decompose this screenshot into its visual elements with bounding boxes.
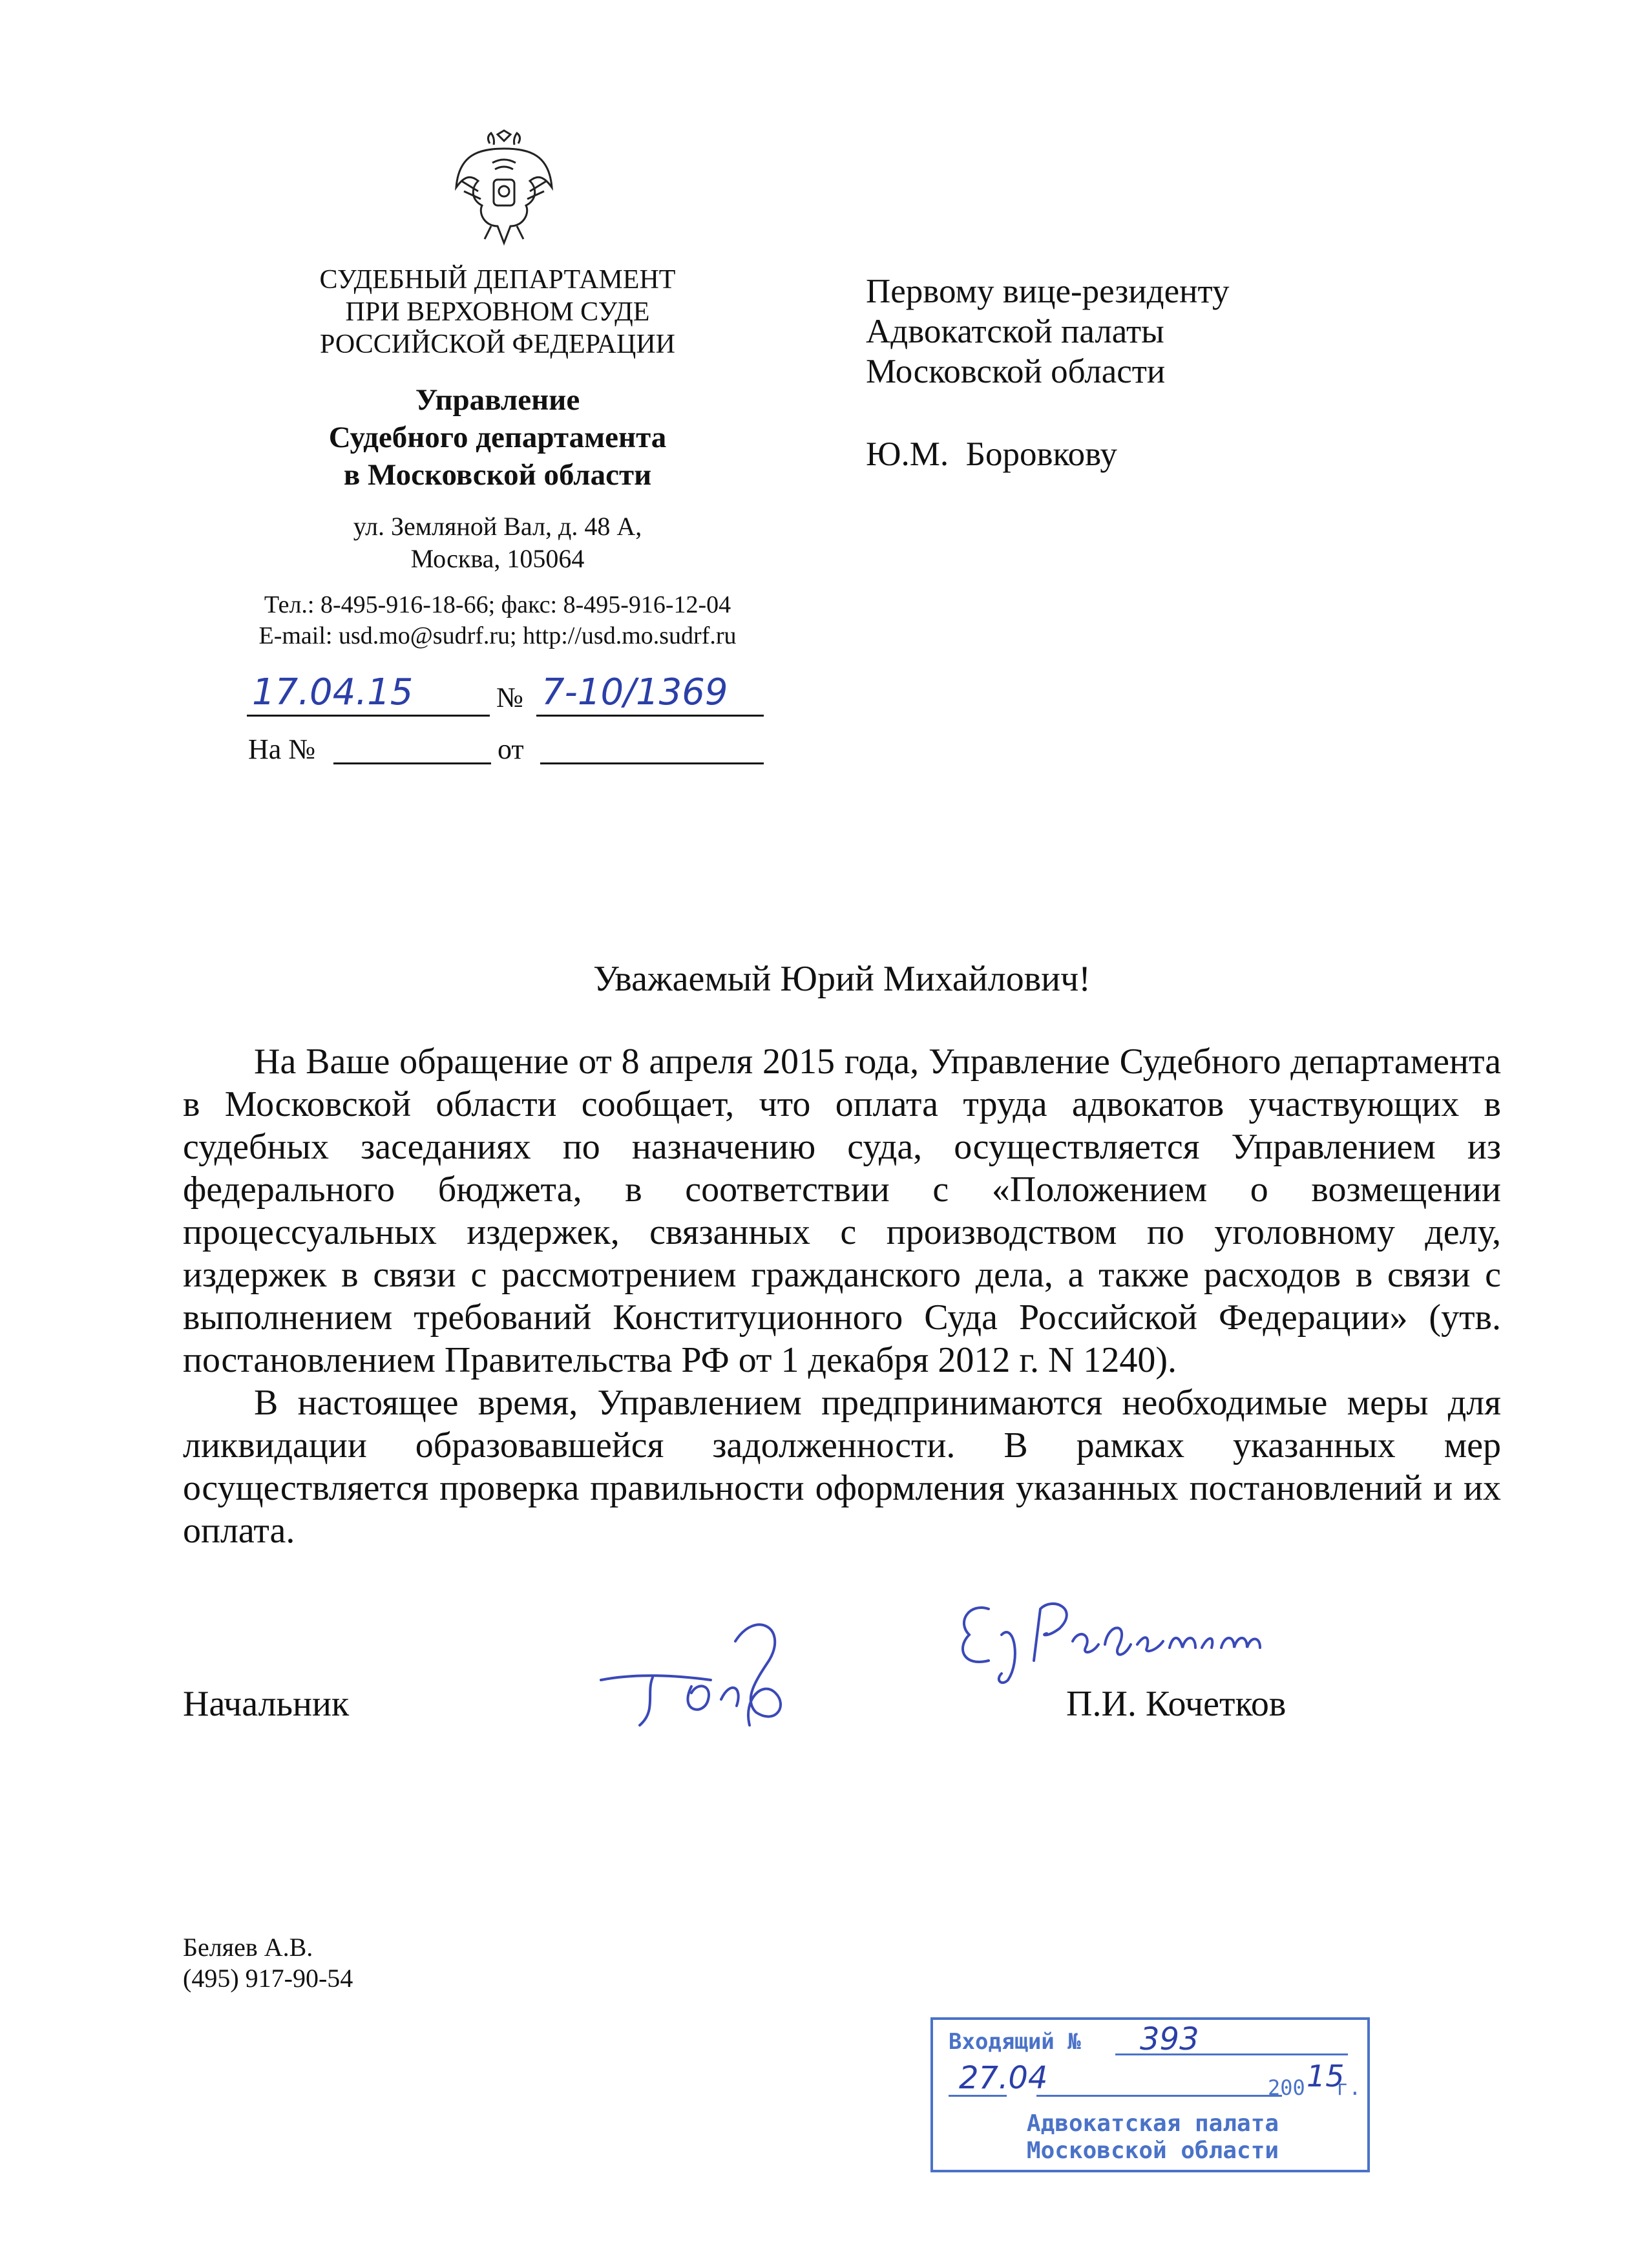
executor-name: Беляев А.В. — [183, 1933, 313, 1962]
reply-date-underline — [540, 762, 764, 764]
dept-line-1: Управление — [415, 383, 580, 417]
org-line-3: РОССИЙСКОЙ ФЕДЕРАЦИИ — [320, 330, 675, 359]
incoming-stamp — [930, 2017, 1370, 2172]
stamp-year-prefix: 200 — [1268, 2075, 1305, 2100]
address-line-2: Москва, 105064 — [410, 544, 585, 573]
recipient-line-2: Адвокатской палаты — [866, 313, 1164, 350]
outgoing-date-underline — [247, 715, 490, 717]
executor-phone: (495) 917-90-54 — [183, 1964, 353, 1993]
dept-line-3: в Московской области — [343, 458, 652, 492]
handwritten-resolution-note — [950, 1583, 1325, 1693]
recipient-name: Ю.М. Боровкову — [866, 436, 1117, 473]
stamp-org-line-2: Московской области — [1026, 2137, 1279, 2164]
outgoing-date: 17.04.15 — [252, 671, 414, 713]
contact-email-line: E-mail: usd.mo@sudrf.ru; http://usd.mo.sudrf.ru — [258, 622, 737, 649]
handwritten-signature — [594, 1602, 827, 1738]
stamp-date: 27.04 — [959, 2060, 1048, 2096]
body-paragraph-1: На Ваше обращение от 8 апреля 2015 года, Управление Судебного департамента в Московской области сообщает, что оплата труда адвокатов участвующих в судебных заседаниях по назначению суда, осуществляется Управлением из федерального бюджета, в соответствии с «Положением о возмещении процессуальных издержек, связанных с производством по уголовному делу, издержек в связи с рассмотрением гражданского дела, а также расходов в связи с выполнением требований Конституционного Суда Российской Федерации» (утв. постановлением Правительства РФ от 1 декабря 2012 г. N 1240). — [183, 1042, 1501, 1380]
contact-phone-line: Тел.: 8-495-916-18-66; факс: 8-495-916-12-04 — [264, 591, 731, 618]
stamp-incoming-number: 393 — [1140, 2021, 1199, 2057]
outgoing-number: 7-10/1369 — [541, 671, 728, 713]
dept-line-2: Судебного департамента — [328, 421, 667, 454]
reply-from-label: от — [498, 733, 524, 765]
stamp-year: 15 — [1307, 2059, 1345, 2094]
stamp-year-suffix: г. — [1336, 2075, 1361, 2100]
org-line-1: СУДЕБНЫЙ ДЕПАРТАМЕНТ — [319, 265, 676, 295]
reply-prefix: На № — [248, 733, 316, 765]
recipient-line-1: Первому вице-резиденту — [866, 273, 1230, 310]
coat-of-arms-emblem — [452, 129, 556, 246]
body-paragraph-2: В настоящее время, Управлением предпринимаются необходимые меры для ликвидации образовавшейся задолженности. В рамках указанных мер осуществляется проверка правильности оформления указанных постановлений и их оплата. — [183, 1383, 1501, 1551]
letter-body — [183, 1040, 1501, 1552]
stamp-date-underline-right — [1036, 2095, 1282, 2097]
salutation: Уважаемый Юрий Михайлович! — [593, 959, 1091, 999]
outgoing-number-sign: № — [496, 682, 523, 713]
reply-number-underline — [333, 762, 491, 764]
signatory-title: Начальник — [183, 1684, 350, 1724]
stamp-incoming-label: Входящий № — [949, 2029, 1081, 2055]
stamp-org-line-1: Адвокатская палата — [1026, 2110, 1279, 2137]
signatory-name: П.И. Кочетков — [1066, 1684, 1287, 1724]
recipient-line-3: Московской области — [866, 353, 1166, 390]
address-line-1: ул. Земляной Вал, д. 48 А, — [353, 512, 642, 541]
org-line-2: ПРИ ВЕРХОВНОМ СУДЕ — [345, 297, 650, 327]
outgoing-number-underline — [536, 715, 764, 717]
